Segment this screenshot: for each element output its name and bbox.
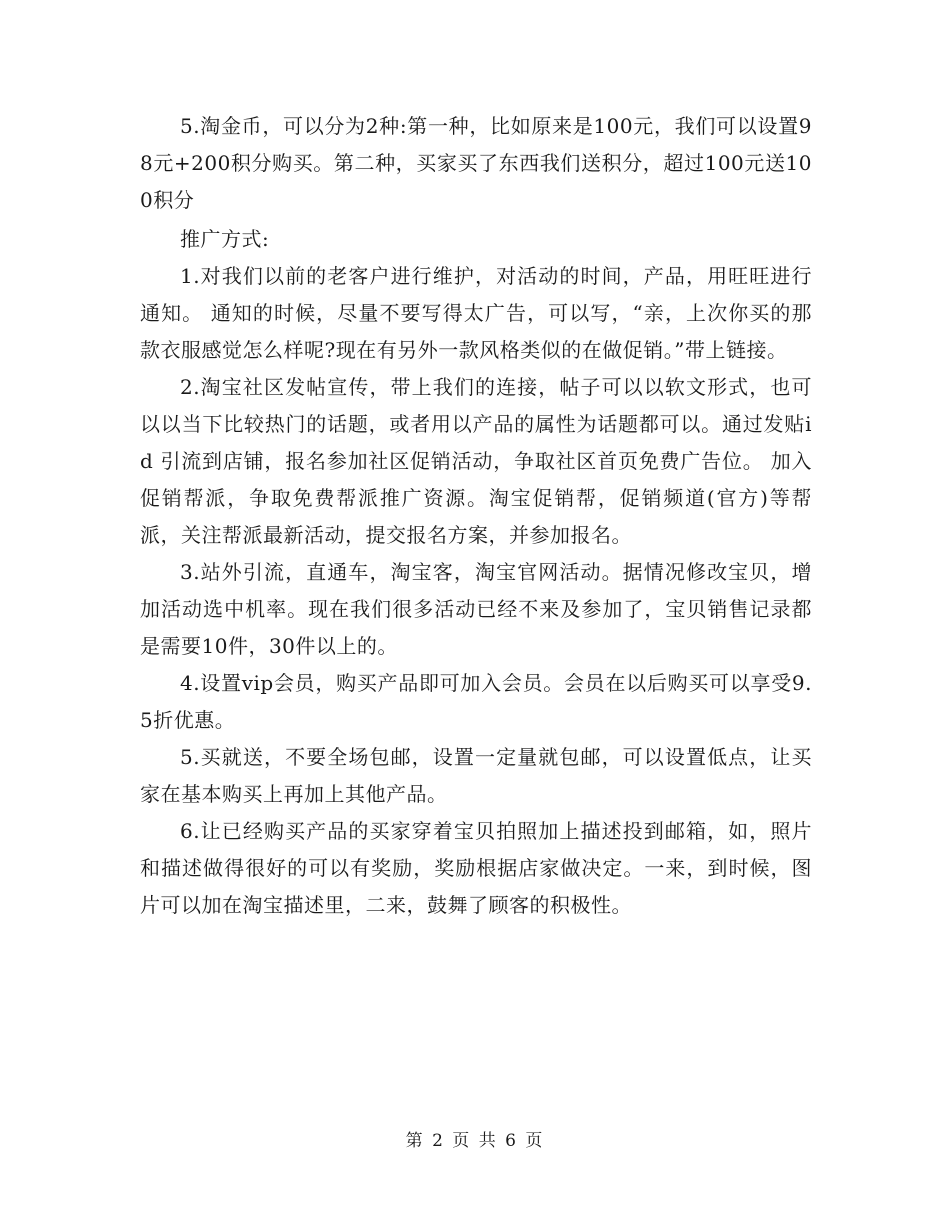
page-number-footer: 第 2 页 共 6 页 [405, 1131, 545, 1151]
paragraph-promo-6: 6.让已经购买产品的买家穿着宝贝拍照加上描述投到邮箱，如，照片和描述做得很好的可以有奖励，奖励根据店家做决定。一来，到时候，图片可以加在淘宝描述里，二来，鼓舞了顾客的积极性。 [140, 819, 812, 917]
paragraph-promo-5: 5.买就送，不要全场包邮，设置一定量就包邮，可以设置低点，让买家在基本购买上再加上其他产品。 [140, 745, 812, 806]
paragraph-promo-2: 2.淘宝社区发帖宣传，带上我们的连接，帖子可以以软文形式，也可以以当下比较热门的话题，或者用以产品的属性为话题都可以。通过发贴id 引流到店铺，报名参加社区促销活动，争取社区首页免费广告位。 加入促销帮派，争取免费帮派推广资源。淘宝促销帮，促销频道(官方)等帮派，关注帮派最新活动，提交报名方案，并参加报名。 [140, 375, 812, 547]
document-body [140, 108, 812, 924]
paragraph-taojinbi: 5.淘金币，可以分为2种:第一种，比如原来是100元，我们可以设置98元+200积分购买。第二种，买家买了东西我们送积分，超过100元送100积分 [140, 114, 812, 212]
paragraph-promo-3: 3.站外引流，直通车，淘宝客，淘宝官网活动。据情况修改宝贝，增加活动选中机率。现在我们很多活动已经不来及参加了，宝贝销售记录都是需要10件，30件以上的。 [140, 560, 812, 658]
paragraph-promo-4: 4.设置vip会员，购买产品即可加入会员。会员在以后购买可以享受9.5折优惠。 [140, 671, 812, 732]
section-heading-promotion: 推广方式: [180, 227, 270, 251]
paragraph-promo-1: 1.对我们以前的老客户进行维护，对活动的时间，产品，用旺旺进行通知。 通知的时候，尽量不要写得太广告，可以写，“亲，上次你买的那款衣服感觉怎么样呢?现在有另外一款风格类似的在做促销。”带上链接。 [140, 264, 812, 362]
